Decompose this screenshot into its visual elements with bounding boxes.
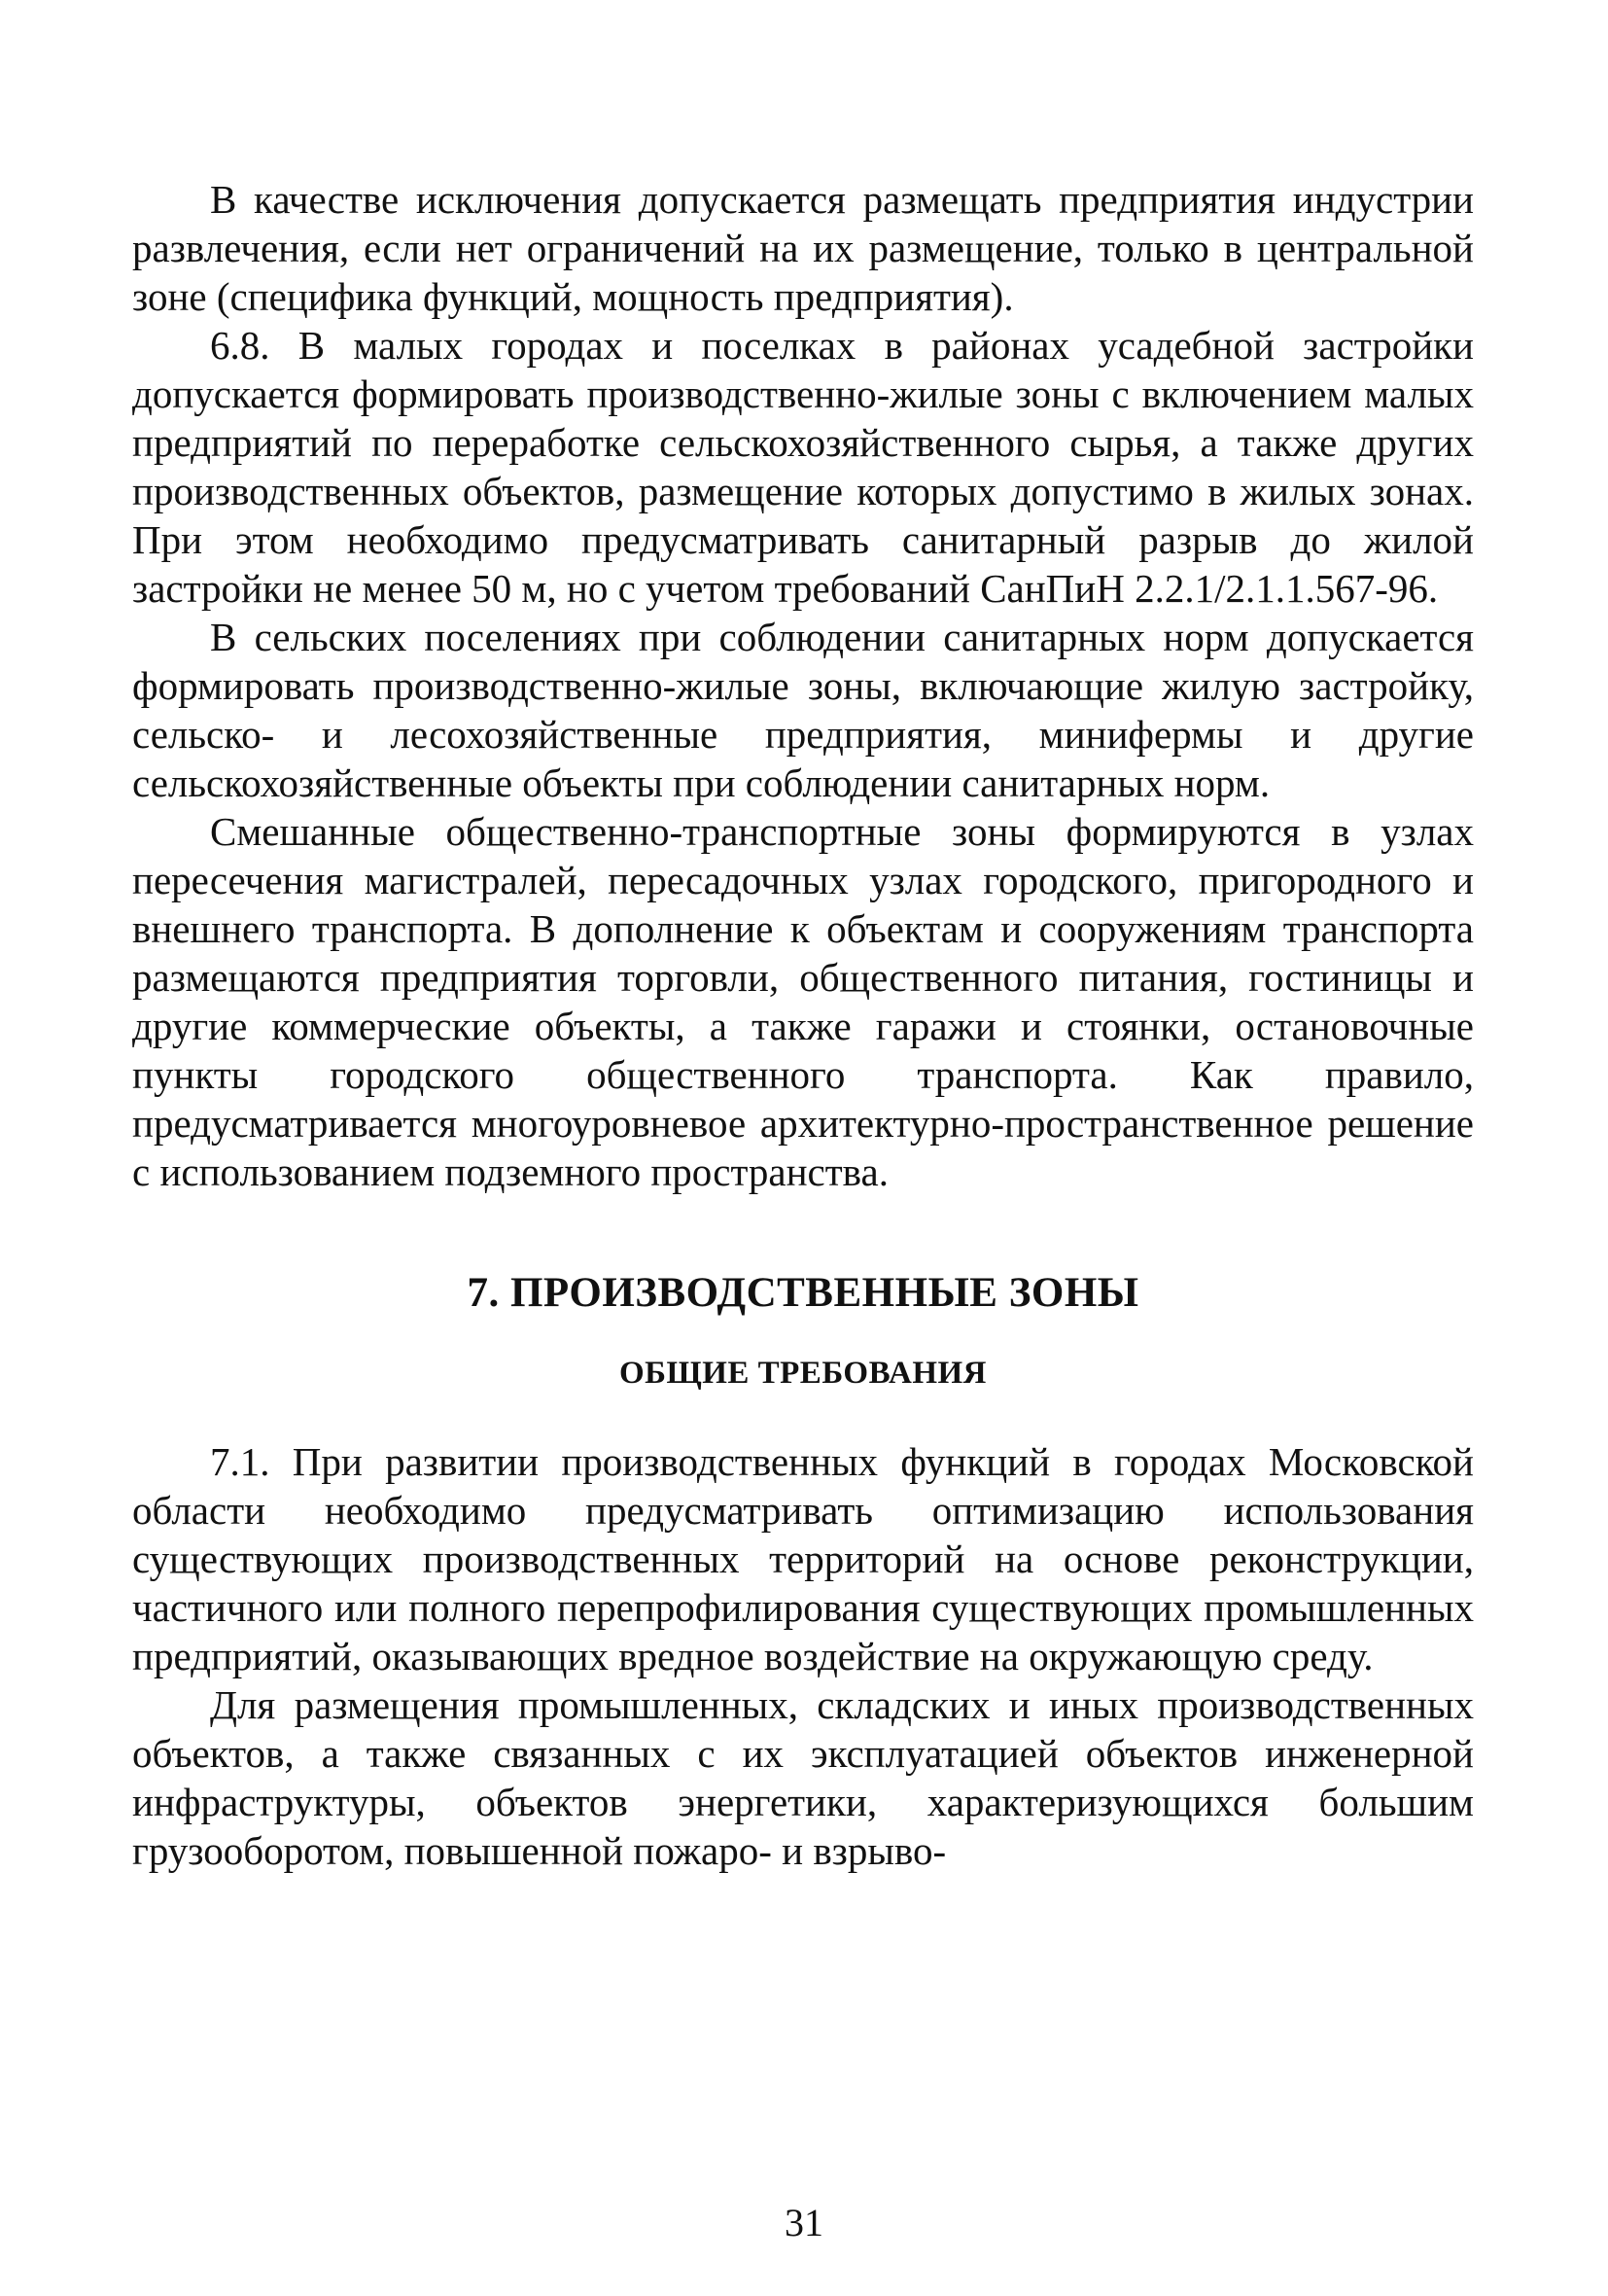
subsection-title: ОБЩИЕ ТРЕБОВАНИЯ xyxy=(618,1356,988,1391)
page-number: 31 xyxy=(785,2201,823,2244)
document-page xyxy=(132,175,1474,1875)
paragraph-exception-entertainment: В качестве исключения допускается размещать предприятия индустрии развлечения, если нет ограничений на их размещение, только в центральной зоне (специфика функций, мощность предприятия). xyxy=(132,177,1474,319)
section-title: 7. ПРОИЗВОДСТВЕННЫЕ ЗОНЫ xyxy=(467,1270,1139,1316)
paragraph-mixed-transport-zones: Смешанные общественно-транспортные зоны формируются в узлах пересечения магистралей, пересадочных узлах городского, пригородного и внешнего транспорта. В дополнение к объектам и сооружениям транспорта размещаются предприятия торговли, общественного питания, гостиницы и другие коммерческие объекты, а также гаражи и стоянки, остановочные пункты городского общественного транспорта. Как правило, предусматривается многоуровневое архитектурно-пространственное решение с использованием подземного пространства. xyxy=(132,809,1474,1194)
paragraph-6-8: 6.8. В малых городах и поселках в районах усадебной застройки допускается формировать производственно-жилые зоны с включением малых предприятий по переработке сельскохозяйственного сырья, а также других производственных объектов, размещение которых допустимо в жилых зонах. При этом необходимо предусматривать санитарный разрыв до жилой застройки не менее 50 м, но с учетом требований СанПиН 2.2.1/2.1.1.567-96. xyxy=(132,323,1474,611)
paragraph-7-1: 7.1. При развитии производственных функций в городах Московской области необходимо предусматривать оптимизацию использования существующих производственных территорий на основе реконструкции, частичного или полного перепрофилирования существующих промышленных предприятий, оказывающих вредное воздействие на окружающую среду. xyxy=(132,1439,1474,1678)
paragraph-industrial-placement: Для размещения промышленных, складских и иных производственных объектов, а также связанных с их эксплуатацией объектов инженерной инфраструктуры, объектов энергетики, характеризующихся большим грузооборотом, повышенной пожаро- и взрыво- xyxy=(132,1682,1474,1873)
paragraph-rural-settlements: В сельских поселениях при соблюдении санитарных норм допускается формировать производственно-жилые зоны, включающие жилую застройку, сельско- и лесохозяйственные предприятия, минифермы и другие сельскохозяйственные объекты при соблюдении санитарных норм. xyxy=(132,615,1474,805)
